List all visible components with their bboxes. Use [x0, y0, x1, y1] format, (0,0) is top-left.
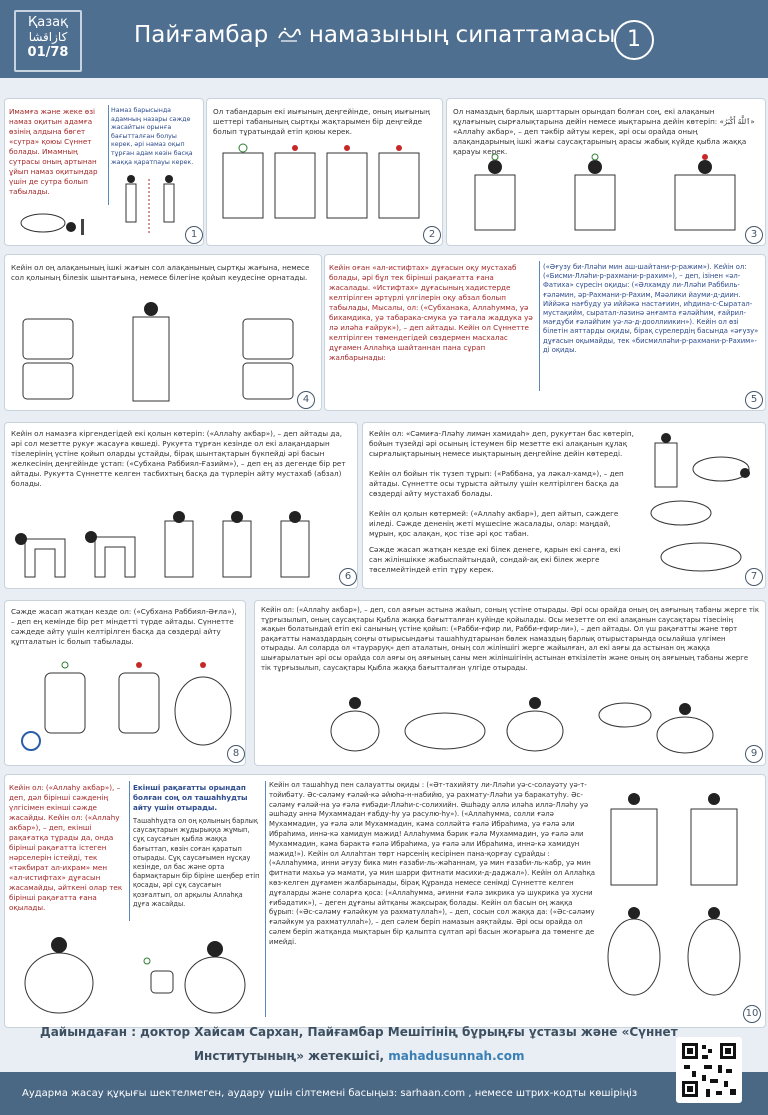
qr-code-icon[interactable]	[676, 1037, 742, 1103]
page-counter: 01/78	[27, 45, 69, 60]
panel-step-2	[206, 98, 443, 246]
panel-step-4	[4, 254, 322, 411]
website-link[interactable]: mahadusunnah.com	[388, 1049, 525, 1063]
step-number-2: 2	[423, 226, 441, 244]
panel-step-6	[4, 422, 358, 589]
panel-step-7	[362, 422, 766, 589]
step-number-3: 3	[745, 226, 763, 244]
salam-illustration	[601, 789, 757, 1009]
language-badge[interactable]	[14, 10, 82, 72]
istiftah-text: Кейін оған «ал-истифтах» дұғасын оқу мустахаб болады, әрі бұл тек бірінші рақағатта ғана жасалады. «Истифтах» дұғасының хадистерде келтірілген әртүрлі үлгілерін оқу абзал болып табылады, Мысалы, ол: («Субханака, Аллаһумма, уә бихамдика, уә табарака-смука уә тағала жаддука уә лә иләһа ғайрук»), – деп айтады. Кейін ол Сүннетте келтірілген төмендегідей сөздермен масхалас дұғамен Аллаһқа шайтаннан пана сұрап жалбарынады:	[329, 263, 533, 362]
feet-position-text: Ол табандарын екі иығының деңгейінде, оның иығының шеттері табанының сыртқы жақтарымен бір деңгейде болып тұратындай етіп қоюы керек.	[213, 107, 430, 136]
panel-step-5	[324, 254, 766, 411]
credit-line-2-prefix: Институтының» жетекшісі,	[194, 1049, 389, 1063]
feet-positions-illustration	[215, 143, 425, 233]
translation-notice: Аударма жасау құқығы шектелмеген, аудару үшін сілтемені басыңыз: sarhaan.com , немесе штрих-кодты көшіріңіз	[22, 1088, 638, 1099]
fatiha-text: («Әғузу би-Лләһи мин аш-шайтани-р-ражим»). Кейін ол: («Бисми-Лләһи-р-рахмани-р-рахим»), – деп, ізінен «әл-Фатиха» сүресін оқиды: («Әлхамду ли-Лләһи Раббиль-ғәләмин, әр-Рахмани-р-Рахим, Мәәлики йауми-д-диин. Иййәкә нағбуду уә иййәкә настағиин, иһдина-с-Сыратал-мустақийм, сыратал-ләзинә әнғамта ғәләйһим, ғайрил-мағдуби ғәләйһим уә-лә-д-дооллиикин»). Кейін ол өзі білетін аяттарды оқиды, бірақ сүрелердің басында «әғузу» дұғасын оқымайды, тек «бисмилләһи-р-рахмани-р-Рахим»-ді оқиды.	[543, 263, 759, 354]
panel-step-9	[254, 600, 766, 766]
second-rakah-text: Кейін ол: («Аллаһу акбар»), – деп, дәл бірінші сәжденің үлгісімен екінші сәжде жасайды. Кейін ол: («Аллаһу акбар»), – деп, екінші рақағатқа тұрады да, онда бірінші рақағатта істеген нәрселерін істейді, тек «тәкбират ал-ихрам» мен «ал-истифтах» дұғасын жасамайды, әйткені олар тек бірінші рақағатта ғана оқылады.	[9, 783, 123, 912]
gaze-text: Намаз барысында адамның назары сәжде жасайтын орынға бағытталған болуы керек, әрі намаз оқып тұрған адам көзін басқа жаққа қаратпауы керек.	[111, 107, 194, 166]
panel-step-10	[4, 774, 766, 1028]
title-right: намазының сипаттамасы	[308, 22, 616, 48]
sutra-figures-illustration	[113, 169, 193, 239]
page-title	[134, 22, 615, 48]
rabbana-text: Кейін ол бойын тік түзеп тұрып: («Раббана, уа ләкал-хамд»), – деп айтады. Сүннетте осы тұрыста айтылу үшін келтірілген басқа да сөздерді айту мустахаб болады.	[369, 469, 624, 498]
language-name-arabic: كازاقشا	[28, 30, 68, 44]
sujud-posture-text: Сәжде жасап жатқан кезде екі білек денеге, қарын екі санға, екі сан жіліншікке жабыспайтындай, сондай-ақ екі білек жерге төселмейтіндей етіп тұру керек.	[369, 545, 621, 574]
title-left: Пайғамбар	[134, 22, 269, 48]
step-number-8-badge: 8	[227, 745, 245, 763]
language-name: Қазақ	[28, 15, 68, 30]
takbir-text: Ол намаздың барлық шарттарын орындап болған соң, екі алақанын құлағының сырғалықтарына дейін немесе иықтарына дейін көтеріп: «ٱللَّهُ أَكْبَرُ» «Аллаһу акбар», – деп тәкбір айтуы керек, әрі осы орайда оның алақандарының ішкі жағы саусақтарының арасы жабық күйде қыбла жаққа қарауы керек.	[453, 107, 755, 156]
ruku-positions-illustration	[15, 509, 345, 581]
step-number-10: 10	[743, 1005, 761, 1023]
tashahhud-salawat-text: Кейін ол ташаһһуд пен салауатты оқиды : («Әт-тахийяту ли-Лләһи уә-с-солауәту уә-т-тойибәту. Әс-сәләму ғәләй-кә әйюһә-н-набийю, уә рахмату-Лләһи уә баракатуһу. Әс-сәләму ғәләй-на уә ғәлә ғибәди-Лләһи-с-солихийн. Әшһәду әллә иләһа иллә-Лләһу уә әшһәду әннә Мухаммадан ғабду-һу уә расулю-һу»). («Аллаһумма, солли ғәлә Мухаммадин, уә ғәлә әли Мухаммадин, кәма солләйтә ғәлә Ибраһима, уә ғәлә әли Ибраһима, иннә-кә хамидун мажид! Аллаһумма бәрик ғәлә Мухаммадин, уә ғәлә әли Мухаммадин, кәма бәрактә ғәлә Ибраһима, уә ғәлә әли Ибраһима, иннә-кә хамидун мажид!»). Кейін ол Аллаһтан төрт нәрсенің кесірінен пана-қорғау сұрайды : («Аллаһумма, инни әғузу бика мин ғазаби-ль-жәһаннам, уә мин ғазаби-ль-кабр, уә мин фитнати махьә уә мамати, уә мин шарри фитнати масихи-д-даджал»). Кейін ол Аллаһқа көз-келген дұғамен жалбарынады, бірақ Құранда немесе сенімді Сүннетте келген дұғаларды және соларға қоса: («Аллаһумма, әғинни ғәлә зикрика уә шукрика уә хусни ғибәдатик»), – деген дұғаны айтқаны жақсырақ болады. Кейін ол басын оң жаққа бұрып: («Әс-сәләму ғәләйкум уа рахматуллаһ»), – деп, сосын сол жаққа да: («Әс-сәләму ғәләйкум уа рахматуллаһ»), – деп сәлем беріп намазын аяқтайды. Әрі осы орайда ол сәлем беріп жатқанда мықтарын бір қалыпта сұлтап әрі басын жоғарыға да төменге де имейді.	[269, 781, 595, 946]
rising-from-ruku-text: Кейін ол: «Сәмиға-Лләһу лимән хамидаһ» деп, рукуғтан бас көтеріп, бойын түзейді әрі осының істеумен бір мезетте екі алақанын құлақ сырғалықтарының немесе иықтарының деңгейіне дейін көтереді.	[369, 429, 634, 458]
author-credit	[40, 1020, 678, 1068]
hands-on-chest-text: Кейін ол оң алақанының ішкі жағын сол алақанының сыртқы жағына, немесе сол қолының білезік шынтағына, немесе білегіне қойып кеудесіне орнатады.	[11, 263, 310, 282]
sitting-positions-illustration	[11, 661, 237, 757]
step-number-1: 1	[185, 226, 203, 244]
step-number-4: 4	[297, 391, 315, 409]
step-number-5: 5	[745, 391, 763, 409]
tashahhud-finger-text: Ташаһһудта ол оң қолының барлық саусақтарын жұдырыққа жұмып, сұқ саусағын қыбла жаққа бағыттап, көзін соған қаратып отырады. Сұқ саусағымен нұсқау кезінде, ол бас және орта бармақтарын бір біріне шеңбер етіп қосады, әрі сұқ саусағын қозғалтып, ол арқылы Аллаһқа дұға жасайды.	[133, 817, 260, 908]
ruku-text: Кейін ол намазға кіргендегідей екі қолын көтеріп: («Аллаһу акбар»), – деп айтады да, әрі сол мезетте рукуғ жасауға көшеді. Рукуғта тұрған кезінде ол екі алақандарын тізелерінің үстіне қойып оларды ұстайды, бірақ шынтақтарын бүкпейді әрі басын желкесінің деңгейінде ұстап: («Субхана Раббиял-Ғазийм»), – деп ең аз дегенде бір рет айтады. Рукуғта Сүннетте келген тасбихтың басқа да түрлерін айту мустахаб (абзал) болады.	[11, 429, 346, 488]
hands-positions-illustration	[13, 299, 313, 403]
sujud-positions-illustration	[641, 433, 759, 581]
step-number-9: 9	[745, 745, 763, 763]
sitting-between-sujud-text: Кейін ол: («Аллаһу акбар»), – деп, сол аяғын астына жайып, соның үстіне отырады. Әрі осы орайда оның оң аяғының табаны жерге тік тұрғызылып, оның саусақтары Қыбла жаққа бағытталған күйінде қойылады. Осы мезетте ол екі алақанын саусақтары тізесінің жақын болатындай етіп екі санының үстіне қойып: («Рабби-ғфир ли, Рабби-ғфир-ли»), – деп айтады. Ол үш рақағатты және төрт рақағатты намаздардың соңғы отырысындағы ташаһһудтарынан бөлек намаздың барлық отырыстарында осылайша үлгімен отырады. Ал соларда ол «таураруқ» деп аталатын, оның сол жіліншігі жерге жайылған, ал екі аяғы да астынан оң жаққа шығарылатын әрі осы орайда сол аяғы оң аяғының саны мен жіліншігінің астынан өткізілетін және оның оң аяғының табаны жерге тік тұрғызылып, саусақтары Қыбла жаққа бағытталған үлгіде отырады.	[261, 606, 759, 672]
step-number-7: 7	[745, 568, 763, 586]
prostration-figure-illustration	[13, 199, 91, 237]
sutra-text: Имамға және жеке өзі намаз оқитын адамға өзінің алдына бөгет «сутра» қоюы Сүннет болады. Имамның сутрасы оның артынан ұйып намаз оқитындар үшін де сутра болып табылады.	[9, 107, 98, 196]
panel-step-8	[4, 600, 246, 766]
panel-step-1	[4, 98, 204, 246]
sujud-dhikr-text: Сәжде жасап жатқан кезде ол: («Субхана Раббиял-Әғла»), – деп ең кемінде бір рет міндетті түрде айтады. Сүннетте сәждеде айту үшін келтірілген басқа да сөздерді айту құпталатын іс болып табылады.	[11, 607, 237, 646]
tashahhud-sitting-illustration	[15, 921, 255, 1021]
tashahhud-title: Екінші рақағатты орындап болған соң ол ташаһһудты айту үшін отырады.	[133, 783, 248, 812]
takbir-hands-illustration	[455, 153, 755, 233]
sujud-text: Кейін ол қолын көтермей: («Аллаһу акбар»), деп айтып, сәждеге иіледі. Сәжде дененің жеті мүшесіне жасалады, олар: маңдай, мұрын, қос алақан, қос тізе әрі қос табан.	[369, 509, 619, 538]
step-number-6: 6	[339, 568, 357, 586]
sitting-between-sujud-illustration	[325, 685, 755, 759]
credit-line-2	[40, 1044, 678, 1068]
pbuh-calligraphy-icon	[276, 23, 302, 45]
page-number-badge: 1	[614, 20, 654, 60]
credit-line-1: Дайындаған : доктор Хайсам Сархан, Пайғамбар Мешітінің бұрыңғы ұстазы және «Сүннет	[40, 1025, 678, 1039]
panel-step-3	[446, 98, 766, 246]
